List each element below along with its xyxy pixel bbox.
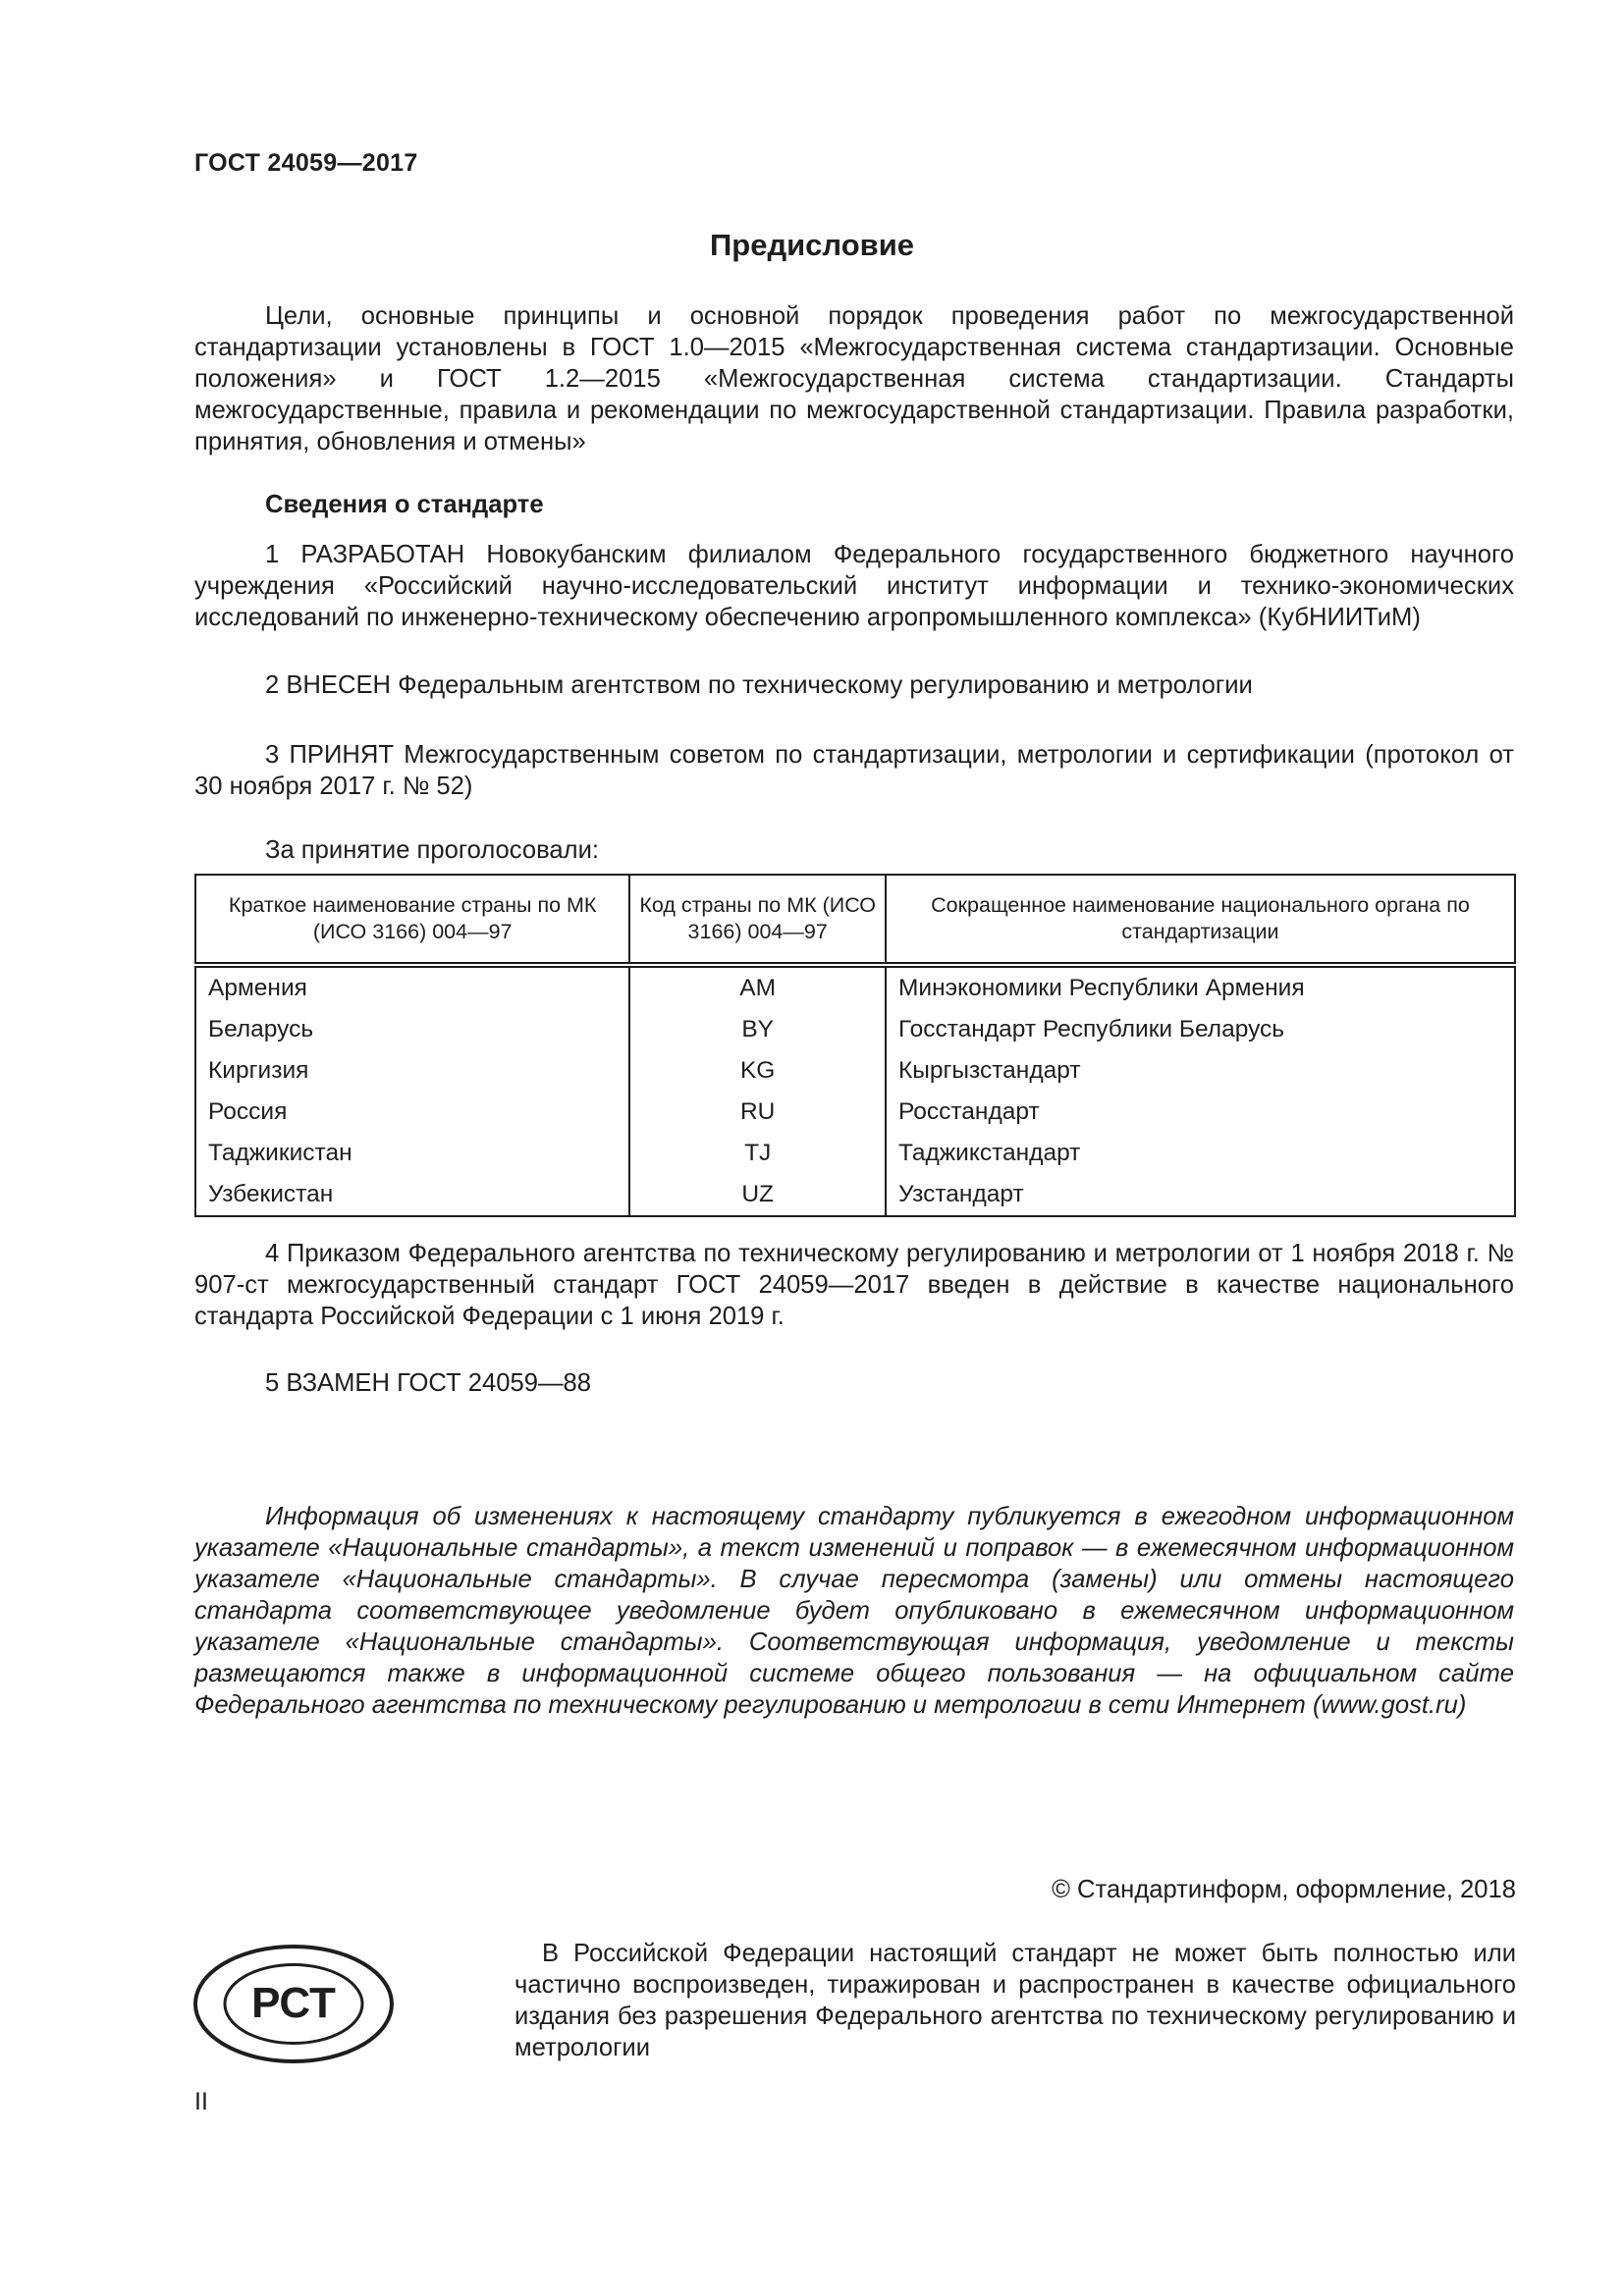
country-cell: Таджикистан: [195, 1133, 629, 1174]
code-cell: AM: [629, 965, 886, 1009]
code-cell: KG: [629, 1050, 886, 1092]
table-header-row: [195, 875, 1515, 965]
column-header-country: Краткое наименование страны по МК (ИСО 3166) 004—97: [195, 875, 629, 965]
code-cell: RU: [629, 1092, 886, 1133]
body-cell: Таджикстандарт: [886, 1133, 1515, 1174]
rst-certification-mark-icon: [192, 1944, 395, 2064]
body-cell: Кыргызстандарт: [886, 1050, 1515, 1092]
country-cell: Россия: [195, 1092, 629, 1133]
changes-info-text: Информация об изменениях к настоящему стандарту публикуется в ежегодном информационном указателе «Национальные стандарты», а текст изменений и поправок — в ежемесячном информационном указателе «Национальные стандарты». В случае пересмотра (замены) или отмены настоящего стандарта соответствующее уведомление будет опубликовано в ежемесячном информационном указателе «Национальные стандарты». Соответствующая информация, уведомление и тексты размещаются также в информационной системе общего пользования — на официальном сайте Федерального агентства по техническому регулированию и метрологии в сети Интернет (www.gost.ru): [194, 1503, 1514, 1719]
item-1-text: 1 РАЗРАБОТАН Новокубанским филиалом Федерального государственного бюджетного научного учреждения «Российский научно-исследовательский институт информации и технико-экономических исследований по инженерно-техническому обеспечению агропромышленного комплекса» (КубНИИТиМ): [194, 541, 1514, 631]
item-1-paragraph: [194, 539, 1514, 633]
code-cell: TJ: [629, 1133, 886, 1174]
body-cell: Госстандарт Республики Беларусь: [886, 1009, 1515, 1050]
country-cell: Армения: [195, 965, 629, 1009]
item-4-paragraph: [194, 1238, 1514, 1332]
country-cell: Киргизия: [195, 1050, 629, 1092]
table-row: [195, 1133, 1515, 1174]
column-header-code: Код страны по МК (ИСО 3166) 004—97: [629, 875, 886, 965]
item-2-text: 2 ВНЕСЕН Федеральным агентством по техническому регулированию и метрологии: [265, 671, 1253, 699]
table-row: [195, 1009, 1515, 1050]
item-2-paragraph: [194, 669, 1514, 701]
page-title: Предисловие: [709, 228, 914, 262]
reproduction-notice: [514, 1938, 1516, 2063]
country-cell: Беларусь: [195, 1009, 629, 1050]
item-3-text: 3 ПРИНЯТ Межгосударственным советом по стандартизации, метрологии и сертификации (протокол от 30 ноября 2017 г. № 52): [194, 741, 1514, 800]
item-3-paragraph: [194, 739, 1514, 802]
reproduction-notice-text: В Российской Федерации настоящий стандарт не может быть полностью или частично воспроизведен, тиражирован и распространен в качестве официального издания без разрешения Федерального агентства по техническому регулированию и метрологии: [514, 1940, 1516, 2061]
vote-label: За принятие проголосовали:: [265, 836, 599, 864]
copyright-line: © Стандартинформ, оформление, 2018: [1052, 1876, 1516, 1903]
table-row: [195, 1050, 1515, 1092]
code-cell: BY: [629, 1009, 886, 1050]
body-cell: Узстандарт: [886, 1174, 1515, 1216]
document-header: ГОСТ 24059—2017: [194, 149, 418, 177]
table-row: [195, 965, 1515, 1009]
body-cell: Минэкономики Республики Армения: [886, 965, 1515, 1009]
item-5-text: 5 ВЗАМЕН ГОСТ 24059—88: [265, 1369, 592, 1397]
code-cell: UZ: [629, 1174, 886, 1216]
body-cell: Росстандарт: [886, 1092, 1515, 1133]
page-number: II: [194, 2088, 208, 2115]
intro-text: Цели, основные принципы и основной порядок проведения работ по межгосударственной стандартизации установлены в ГОСТ 1.0—2015 «Межгосударственная система стандартизации. Основные положения» и ГОСТ 1.2—2015 «Межгосударственная система стандартизации. Стандарты межгосударственные, правила и рекомендации по межгосударственной стандартизации. Правила разработки, принятия, обновления и отмены»: [194, 302, 1514, 455]
voting-table: [194, 874, 1516, 1217]
item-4-text: 4 Приказом Федерального агентства по техническому регулированию и метрологии от 1 ноября 2018 г. № 907-ст межгосударственный стандарт ГОСТ 24059—2017 введен в действие в качестве национального стандарта Российской Федерации с 1 июня 2019 г.: [194, 1240, 1514, 1330]
item-5-paragraph: [194, 1367, 1514, 1399]
column-header-body: Сокращенное наименование национального органа по стандартизации: [886, 875, 1515, 965]
country-cell: Узбекистан: [195, 1174, 629, 1216]
logo-text: РСТ: [251, 1979, 336, 2027]
changes-info-paragraph: [194, 1501, 1514, 1721]
intro-paragraph: [194, 300, 1514, 457]
table-row: [195, 1092, 1515, 1133]
table-row: [195, 1174, 1515, 1216]
info-heading: Сведения о стандарте: [265, 491, 544, 518]
